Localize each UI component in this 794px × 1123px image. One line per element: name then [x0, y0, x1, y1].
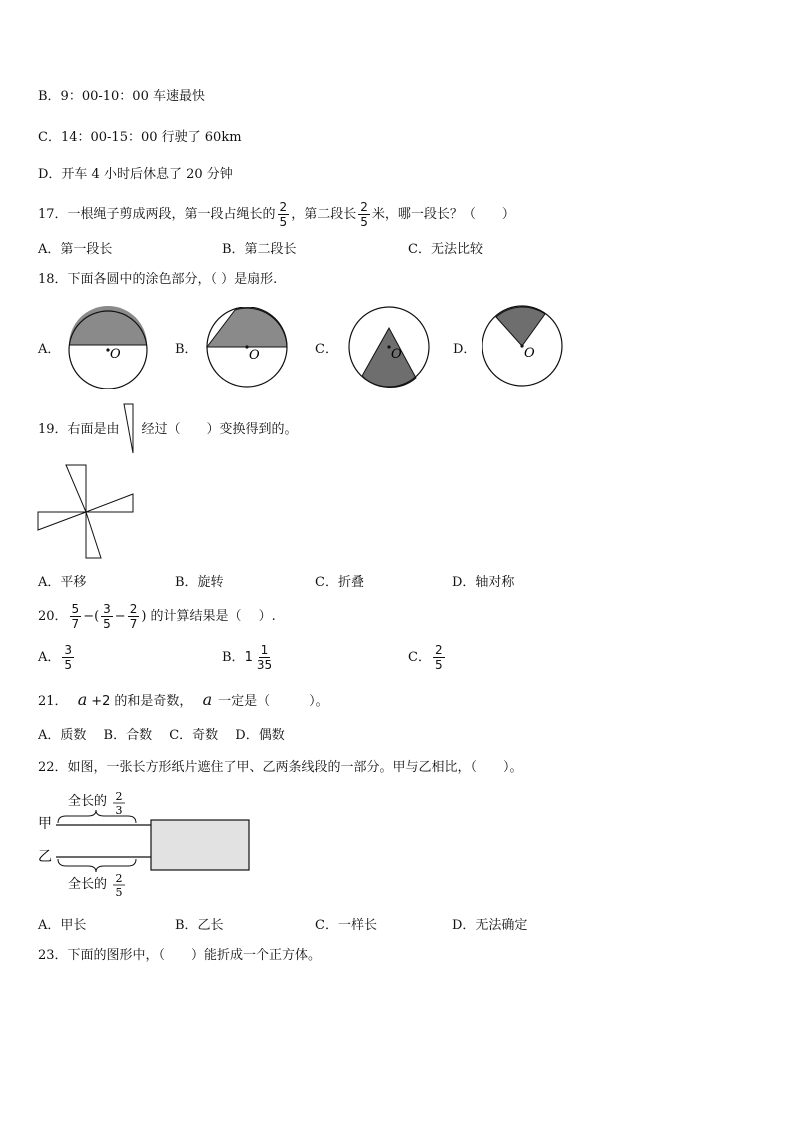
- q19-option-c: C．折叠: [315, 575, 364, 590]
- center-label-b: O: [249, 348, 260, 363]
- q22-option-b: B．乙长: [175, 918, 224, 933]
- shaded-region-c: [362, 328, 416, 388]
- q22-option-a: A．甲长: [38, 918, 87, 933]
- q21-variable-2: a: [202, 690, 213, 709]
- q23-stem: 23．下面的图形中，（ ）能折成一个正方体。: [38, 948, 322, 963]
- blade-bottom: [86, 512, 101, 558]
- top-frac-num: 2: [115, 790, 123, 803]
- q18-stem: 18．下面各圆中的涂色部分，（ ）是扇形.: [38, 272, 278, 287]
- jia-label: 甲: [38, 816, 52, 832]
- q18-label-b: B．: [175, 342, 198, 357]
- q17-suffix: 米，哪一段长？（ ）: [371, 207, 515, 222]
- top-frac-den: 3: [115, 804, 123, 817]
- q18-label-a: A．: [38, 342, 61, 357]
- top-brace-label: 全长的: [68, 794, 108, 809]
- q20-option-b: B．1 $\frac{1}{35}$: [222, 643, 273, 672]
- bottom-frac-den: 5: [115, 886, 123, 899]
- brace-top: [58, 810, 136, 823]
- q18-label-c: C．: [315, 342, 338, 357]
- q19-option-a: A．平移: [38, 575, 87, 590]
- shaded-segment-a: [69, 306, 147, 345]
- shaded-sector-d: [496, 307, 545, 346]
- shaded-region-b: [207, 308, 287, 347]
- circle-figure-b: [205, 307, 289, 391]
- q19-suffix: 经过（ ）变换得到的。: [141, 422, 298, 437]
- q21-plus-two: +2: [91, 694, 111, 709]
- q19-prefix: 19．右面是由: [38, 422, 120, 437]
- q21-stem: [38, 691, 329, 711]
- q20-option-a: A． $\frac{3}{5}$: [38, 643, 73, 672]
- q20-fraction-1: $\frac{5}{7}$: [71, 602, 80, 631]
- q16-option-c: C．14：00-15：00 行驶了 60km: [38, 130, 242, 145]
- q21-variable: a: [77, 690, 88, 709]
- q19-option-d: D．轴对称: [452, 575, 515, 590]
- paper-rectangle: [151, 820, 249, 870]
- q17-prefix: 17．一根绳子剪成两段，第一段占绳长的: [38, 207, 276, 222]
- q17-mid: ，第二段长: [291, 207, 357, 222]
- blade-top: [66, 465, 86, 512]
- q19-stem: [38, 421, 298, 439]
- brace-bottom: [58, 859, 136, 872]
- q20-minus-paren: −(: [83, 609, 100, 624]
- q17-stem: [38, 200, 515, 229]
- blade-left: [38, 512, 86, 530]
- q19-option-b: B．旋转: [175, 575, 224, 590]
- q17-option-b: B．第二段长: [222, 242, 297, 257]
- q20-minus: −: [114, 609, 126, 624]
- q22-option-c: C．一样长: [315, 918, 377, 933]
- circle-figure-d: [482, 305, 566, 389]
- q22-stem: 22．如图，一张长方形纸片遮住了甲、乙两条线段的一部分。甲与乙相比，（ ）。: [38, 760, 523, 775]
- q17-fraction-1: $\frac{2}{5}$: [279, 200, 288, 229]
- q18-label-d: D．: [453, 342, 477, 357]
- bottom-frac-num: 2: [115, 872, 123, 885]
- q20-number: 20．: [38, 609, 68, 624]
- q17-option-c: C．无法比较: [408, 242, 483, 257]
- thin-triangle-icon: [121, 403, 137, 455]
- yi-label: 乙: [38, 849, 52, 865]
- q21-suffix: 一定是（ ）。: [218, 694, 329, 709]
- center-label-d: O: [524, 346, 535, 361]
- circle-figure-a: [66, 305, 150, 389]
- center-label-c: O: [391, 347, 402, 362]
- q20-suffix: ) 的计算结果是（ ）.: [141, 609, 276, 624]
- q16-option-d: D．开车 4 小时后休息了 20 分钟: [38, 167, 233, 182]
- q17-option-a: A．第一段长: [38, 242, 113, 257]
- q20-stem: [38, 602, 276, 631]
- q21-mid: 的和是奇数，: [114, 694, 193, 709]
- blade-right: [86, 494, 133, 512]
- q21-options: A．质数 B．合数 C．奇数 D．偶数: [38, 728, 285, 743]
- q16-option-b: B．9：00-10：00 车速最快: [38, 89, 205, 104]
- q17-fraction-2: $\frac{2}{5}$: [360, 200, 368, 229]
- q20-option-c: C． $\frac{2}{5}$: [408, 643, 443, 672]
- segments-figure: [36, 788, 256, 900]
- pinwheel-figure: [36, 462, 136, 562]
- q20-fraction-2: $\frac{3}{5}$: [103, 602, 111, 631]
- center-label-a: O: [110, 347, 121, 362]
- q21-number: 21．: [38, 694, 68, 709]
- q20-fraction-3: $\frac{2}{7}$: [129, 602, 138, 631]
- bottom-brace-label: 全长的: [68, 877, 108, 892]
- circle-figure-c: [347, 306, 431, 390]
- q22-option-d: D．无法确定: [452, 918, 528, 933]
